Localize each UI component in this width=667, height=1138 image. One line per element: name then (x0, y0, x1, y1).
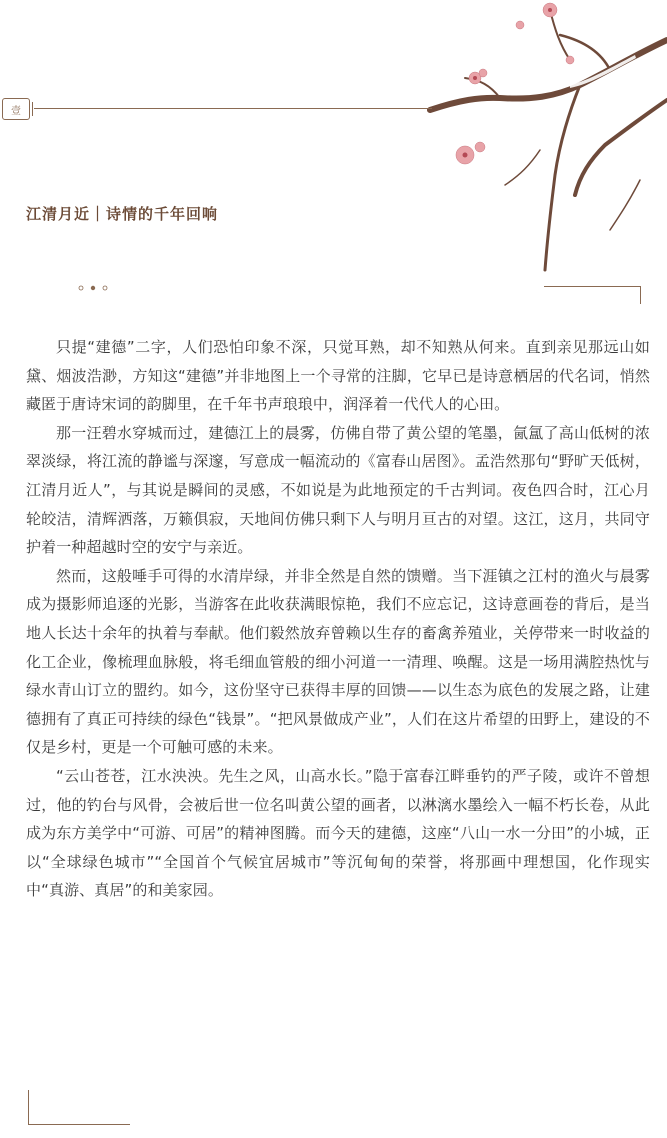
divider-line (34, 108, 432, 109)
paragraph: “云山苍苍，江水泱泱。先生之风，山高水长。”隐于富春江畔垂钓的严子陵，或许不曾想过，他的钓台与风骨，会被后世一位名叫黄公望的画者，以淋漓水墨绘入一幅不朽长卷，从此成为东方美学中“可游、可居”的精神图腾。而今天的建德，这座“八山一水一分田”的小城，正以“全球绿色城市”“全国首个气候宜居城市”等沉甸甸的荣誉，将那画中理想国，化作现实中“真游、真居”的和美家园。 (26, 766, 650, 900)
paragraph: 只提“建德”二字，人们恐怕印象不深，只觉耳熟，却不知熟从何来。直到亲见那远山如黛、烟波浩渺，方知这“建德”并非地图上一个寻常的注脚，它早已是诗意栖居的代名词，悄然藏匿于唐诗宋词的韵脚里，在千年书声琅琅中，润泽着一代代人的心田。 (26, 338, 650, 414)
frame-corner-bottom-left-vertical (28, 1090, 29, 1124)
chapter-seal (2, 98, 30, 120)
plum-blossom-branch-icon (420, 0, 667, 290)
frame-corner-top-right (544, 286, 640, 287)
seal-text: 壹 (11, 105, 21, 117)
paragraph: 然而，这般唾手可得的水清岸绿，并非全然是自然的馈赠。当下涯镇之江村的渔火与晨雾成为摄影师追逐的光影，当游客在此收获满眼惊艳，我们不应忘记，这诗意画卷的背后，是当地人长达十余年的执着与奉献。他们毅然放弃曾赖以生存的畜禽养殖业，关停带来一时收益的化工企业，像梳理血脉般，将毛细血管般的细小河道一一清理、唤醒。这是一场用满腔热忱与绿水青山订立的盟约。如今，这份坚守已获得丰厚的回馈——以生态为底色的发展之路，让建德拥有了真正可持续的绿色“钱景”。“把风景做成产业”，人们在这片希望的田野上，建设的不仅是乡村，更是一个可触可感的未来。 (26, 566, 650, 757)
section-title: 江清月近｜诗情的千年回响 (26, 205, 219, 223)
article-body (26, 333, 650, 905)
frame-corner-bottom-left (28, 1124, 130, 1125)
frame-corner-top-right-vertical (640, 286, 641, 304)
ornament-dots-icon (78, 284, 118, 292)
paragraph: 那一汪碧水穿城而过，建德江上的晨雾，仿佛自带了黄公望的笔墨，氤氲了高山低树的浓翠淡绿，将江流的静谧与深邃，写意成一幅流动的《富春山居图》。孟浩然那句“野旷天低树，江清月近人”，与其说是瞬间的灵感，不如说是为此地预定的千古判词。夜色四合时，江心月轮皎洁，清辉洒落，万籁俱寂，天地间仿佛只剩下人与明月亘古的对望。这江，这月，共同守护着一种超越时空的安宁与亲近。 (26, 423, 650, 557)
